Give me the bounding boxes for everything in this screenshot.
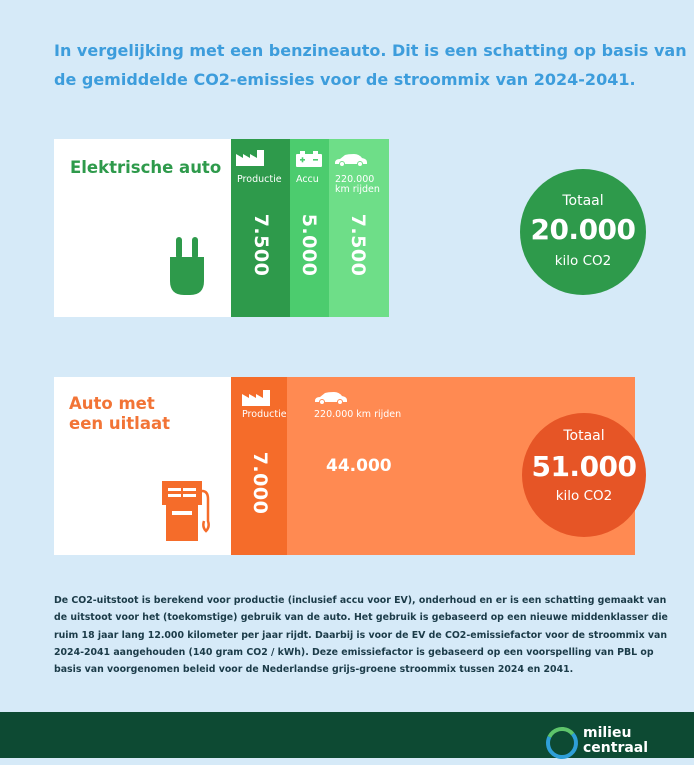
ice-total-value: 51.000 — [531, 450, 637, 483]
ev-total-value: 20.000 — [530, 213, 636, 246]
heading-line-2: de gemiddelde CO2-emissies voor de stroommix van 2024-2041. — [54, 70, 636, 89]
explanation-line-4: 2024-2041 aangehouden (140 gram CO2 / kWh). Deze emissiefactor is gebaseerd op een voorspelling van PBL op — [54, 646, 654, 658]
ice-production-value: 7.000 — [249, 451, 271, 515]
ice-title-line-1: Auto met — [69, 394, 155, 413]
ev-segment-production — [231, 139, 290, 317]
explanation-line-5: basis van voorgenomen beleid voor de Nederlandse grijs-groene stroommix tussen 2024 en 2041. — [54, 664, 574, 676]
ev-production-label: Productie — [237, 174, 282, 185]
ice-total-circle — [522, 413, 646, 537]
heading-line-1: In vergelijking met een benzineauto. Dit is een schatting op basis van — [54, 41, 687, 60]
car-icon — [334, 152, 368, 166]
ev-title: Elektrische auto — [70, 158, 222, 177]
fuel-pump-icon — [162, 481, 216, 541]
ice-production-label: Productie — [242, 409, 287, 420]
ev-driving-value: 7.500 — [347, 213, 369, 277]
ev-total-label: Totaal — [562, 193, 604, 209]
ice-driving-label: 220.000 km rijden — [314, 409, 402, 420]
ice-segment-production — [231, 377, 287, 555]
ev-driving-label-line-2: km rijden — [335, 184, 380, 195]
plug-icon — [168, 235, 206, 297]
page-heading — [54, 36, 687, 94]
factory-icon — [242, 390, 270, 406]
ev-driving-label-line-1: 220.000 — [335, 174, 375, 185]
explanation-line-1: De CO2-uitstoot is berekend voor productie (inclusief accu voor EV), onderhoud en er is een schatting gemaakt van — [54, 595, 667, 606]
ice-title-line-2: een uitlaat — [69, 414, 170, 433]
ev-total-circle — [520, 169, 646, 295]
ev-segment-battery — [290, 139, 329, 317]
ice-total-unit: kilo CO2 — [555, 488, 613, 504]
explanation-line-2: de uitstoot voor het (toekomstige) gebruik van de auto. Het gebruik is gebaseerd op een nieuwe middenklasser die — [54, 612, 668, 624]
battery-icon — [296, 151, 322, 167]
logo-mark-icon — [544, 725, 580, 761]
ev-battery-label: Accu — [296, 174, 319, 185]
explanation-line-3: ruim 18 jaar lang 12.000 kilometer per jaar rijdt. Daarbij is voor de EV de CO2-emissiefactor voor de stroommix van — [54, 629, 668, 641]
logo-text-line-2: centraal — [583, 740, 649, 756]
ice-driving-value: 44.000 — [326, 456, 392, 476]
ev-battery-value: 5.000 — [298, 213, 320, 277]
explanation-text — [54, 592, 668, 678]
ev-total-unit: kilo CO2 — [554, 253, 612, 269]
ev-production-value: 7.500 — [250, 213, 272, 277]
car-icon — [314, 390, 348, 404]
logo-text-line-1: milieu — [583, 725, 632, 741]
ice-total-label: Totaal — [563, 428, 605, 444]
ev-segment-driving — [329, 139, 389, 317]
footer — [0, 712, 694, 758]
factory-icon — [236, 150, 264, 166]
